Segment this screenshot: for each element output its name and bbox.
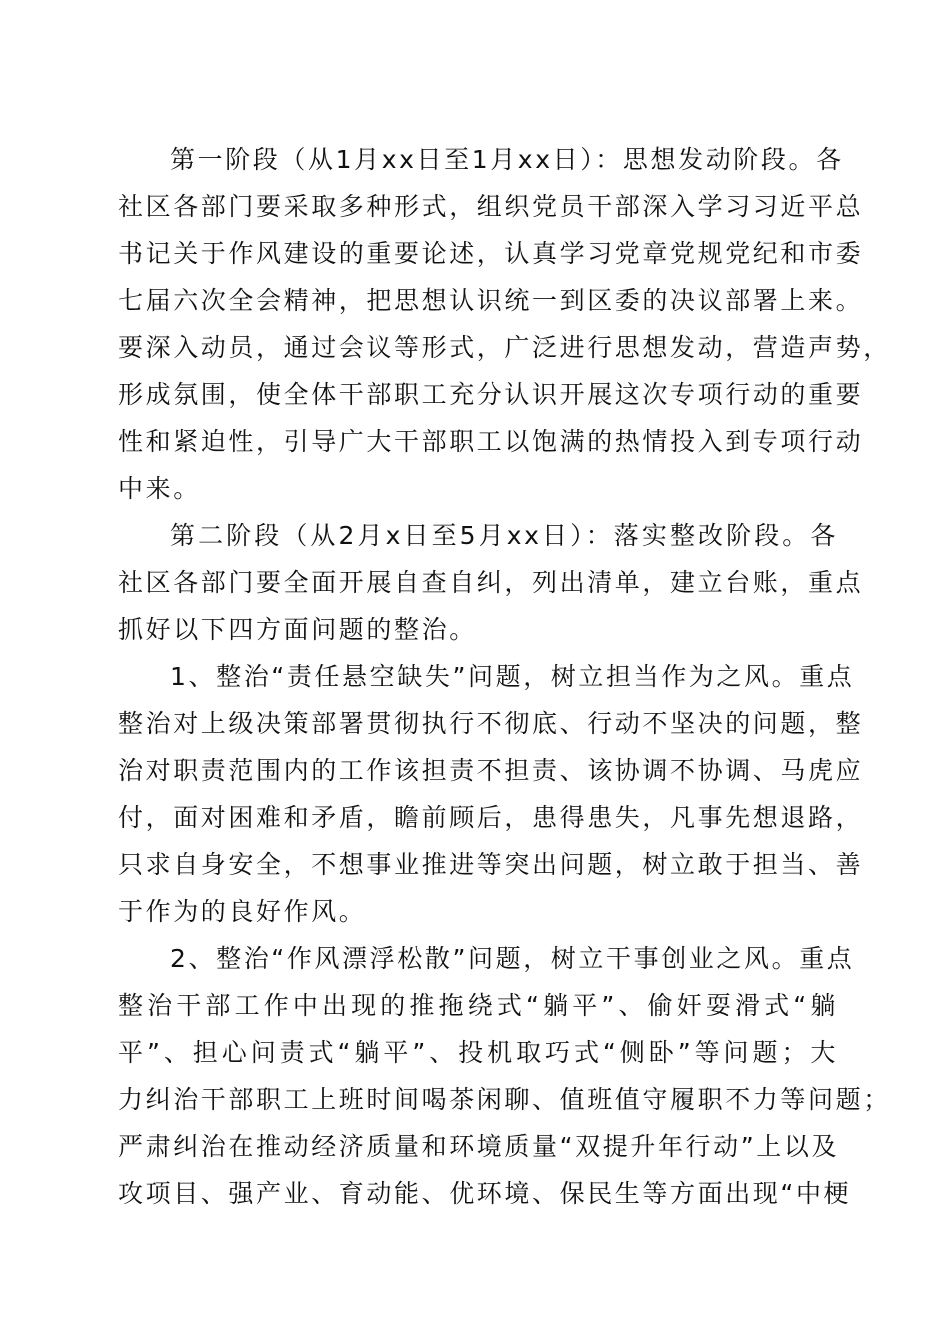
paragraph-3-line-5: 只求自身安全，不想事业推进等突出问题，树立敢于担当、善 xyxy=(118,850,864,879)
paragraph-4-line-3: 平”、担心问责式“躺平”、投机取巧式“侧卧”等问题；大 xyxy=(118,1038,838,1067)
paragraph-1-line-6: 形成氛围，使全体干部职工充分认识开展这次专项行动的重要 xyxy=(118,380,864,409)
paragraph-3-line-6: 于作为的良好作风。 xyxy=(118,897,367,926)
paragraph-1-line-8: 中来。 xyxy=(118,474,201,503)
paragraph-3-line-3: 治对职责范围内的工作该担责不担责、该协调不协调、马虎应 xyxy=(118,756,864,785)
paragraph-1-line-1: 第一阶段（从1月xx日至1月xx日）：思想发动阶段。各 xyxy=(170,145,844,174)
paragraph-2-line-3: 抓好以下四方面问题的整治。 xyxy=(118,615,477,644)
paragraph-1-line-7: 性和紧迫性，引导广大干部职工以饱满的热情投入到专项行动 xyxy=(118,427,864,456)
paragraph-4-line-6: 攻项目、强产业、育动能、优环境、保民生等方面出现“中梗 xyxy=(118,1179,852,1208)
paragraph-4-line-1: 2、整治“作风漂浮松散”问题，树立干事创业之风。重点 xyxy=(170,944,855,973)
paragraph-1-line-2: 社区各部门要采取多种形式，组织党员干部深入学习习近平总 xyxy=(118,192,864,221)
paragraph-1-line-3: 书记关于作风建设的重要论述，认真学习党章党规党纪和市委 xyxy=(118,239,864,268)
paragraph-2-line-2: 社区各部门要全面开展自查自纠，列出清单，建立台账，重点 xyxy=(118,568,864,597)
paragraph-2-line-1: 第二阶段（从2月x日至5月xx日）：落实整改阶段。各 xyxy=(170,521,838,550)
paragraph-1-line-5: 要深入动员，通过会议等形式，广泛进行思想发动，营造声势， xyxy=(118,333,891,362)
paragraph-3-line-4: 付，面对困难和矛盾，瞻前顾后，患得患失，凡事先想退路， xyxy=(118,803,864,832)
paragraph-4-line-2: 整治干部工作中出现的推拖绕式“躺平”、偷奸耍滑式“躺 xyxy=(118,991,838,1020)
paragraph-3-line-1: 1、整治“责任悬空缺失”问题，树立担当作为之风。重点 xyxy=(170,662,855,691)
paragraph-4-line-4: 力纠治干部职工上班时间喝茶闲聊、值班值守履职不力等问题； xyxy=(118,1085,891,1114)
paragraph-3-line-2: 整治对上级决策部署贯彻执行不彻底、行动不坚决的问题，整 xyxy=(118,709,864,738)
paragraph-1-line-4: 七届六次全会精神，把思想认识统一到区委的决议部署上来。 xyxy=(118,286,864,315)
paragraph-4-line-5: 严肃纠治在推动经济质量和环境质量“双提升年行动”上以及 xyxy=(118,1132,840,1161)
